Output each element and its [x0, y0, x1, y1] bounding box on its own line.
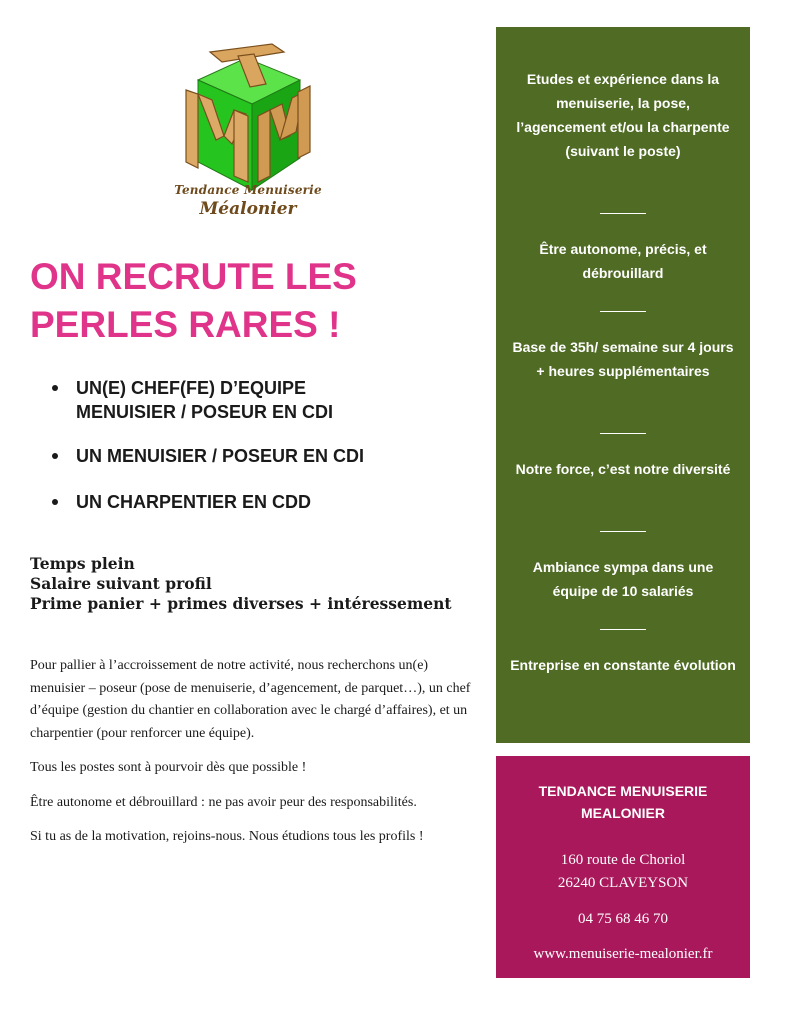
separator [600, 213, 646, 214]
bullet-icon [52, 385, 58, 391]
separator [600, 311, 646, 312]
requirement-text: Ambiance sympa dans une équipe de 10 salariés [532, 559, 714, 599]
position-item [50, 490, 470, 514]
logo-name-line1: Tendance Menuiserie [174, 183, 322, 197]
body-paragraph: Être autonome et débrouillard : ne pas avoir peur des responsabilités. [30, 794, 417, 810]
separator [600, 433, 646, 434]
address-line: 26240 CLAVEYSON [557, 875, 689, 891]
position-title: UN(E) CHEF(FE) D’EQUIPE [76, 378, 307, 398]
condition-line: Salaire suivant profil [30, 574, 212, 593]
requirement-text: Etudes et expérience dans la menuiserie, la pose, l’agencement et/ou la charpente (suivant le poste) [516, 71, 730, 159]
condition-line: Prime panier + primes diverses + intéressement [30, 594, 452, 613]
address-line: 160 route de Choriol [560, 852, 686, 868]
body-paragraph: Tous les postes sont à pourvoir dès que possible ! [30, 760, 307, 775]
positions-list [50, 376, 470, 514]
position-title-cont: MENUISIER / POSEUR EN CDI [76, 402, 334, 422]
position-item [50, 444, 470, 468]
requirements-panel [496, 27, 750, 743]
headline: ON RECRUTE LES PERLES RARES ! [30, 256, 357, 345]
bullet-icon [52, 499, 58, 505]
bullet-icon [52, 453, 58, 459]
company-logo [168, 40, 328, 225]
position-title: UN CHARPENTIER EN CDD [76, 492, 312, 512]
logo-name-line2: Méalonier [199, 199, 297, 219]
separator [600, 531, 646, 532]
contact-panel [496, 756, 750, 978]
phone-number: 04 75 68 46 70 [578, 911, 668, 927]
body-paragraph: Si tu as de la motivation, rejoins-nous. Nous étudions tous les profils ! [30, 829, 424, 844]
body-paragraph: Pour pallier à l’accroissement de notre activité, nous recherchons un(e) menuisier – poseur (pose de menuiserie, d’agencement, de parquet…), un chef d’équipe (gestion du chantier en collaboration avec le chargé d’affaires), et un charpentier (pour renforcer une équipe). [30, 658, 471, 741]
requirement-text: Notre force, c’est notre diversité [515, 461, 731, 477]
separator [600, 629, 646, 630]
position-title: UN MENUISIER / POSEUR EN CDI [76, 446, 365, 466]
condition-line: Temps plein [30, 554, 135, 573]
conditions [30, 554, 490, 614]
job-description [30, 655, 480, 861]
company-name: TENDANCE MENUISERIE MEALONIER [538, 783, 708, 821]
requirement-text: Entreprise en constante évolution [510, 657, 736, 673]
website-link[interactable]: www.menuiserie-mealonier.fr [533, 946, 713, 962]
position-item [50, 376, 470, 424]
requirement-text: Être autonome, précis, et débrouillard [539, 241, 707, 281]
requirement-text: Base de 35h/ semaine sur 4 jours + heures supplémentaires [512, 339, 734, 379]
